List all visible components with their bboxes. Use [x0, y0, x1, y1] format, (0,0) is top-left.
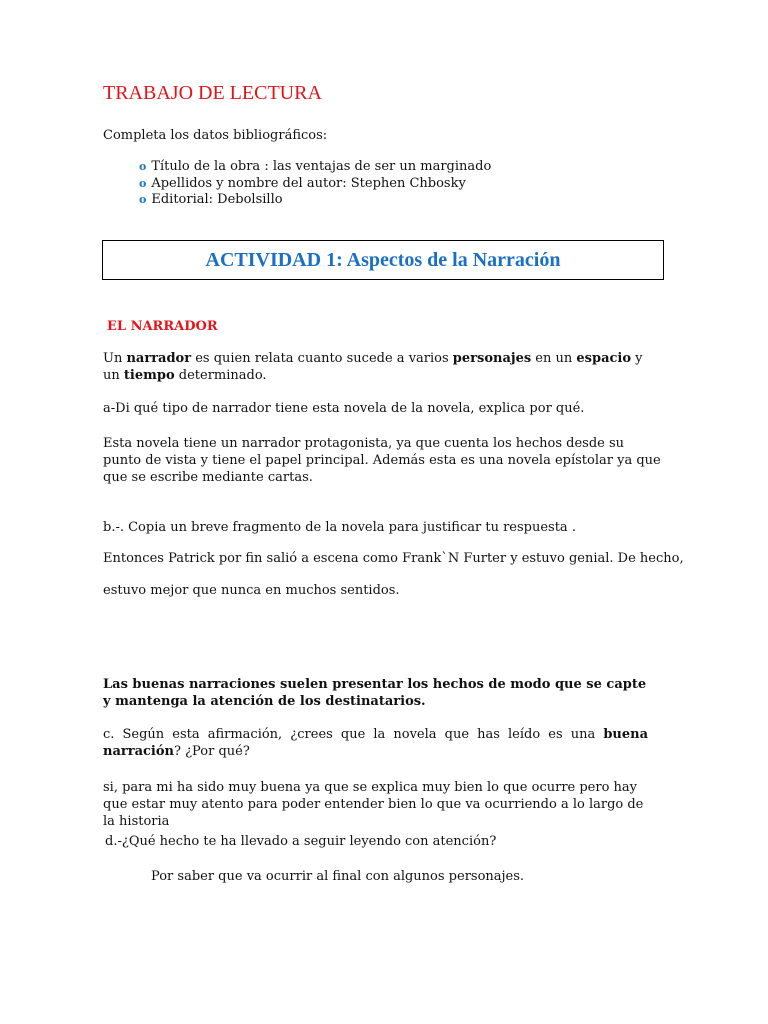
question-c-text: ? ¿Por qué? — [173, 744, 250, 759]
answer-d: Por saber que va ocurrir al final con algunos personajes. — [151, 869, 525, 884]
answer-c: si, para mi ha sido muy buena ya que se explica muy bien lo que ocurre pero hay que estar muy atento para poder entender bien lo que va ocurriendo a lo largo de la historia — [103, 780, 644, 829]
bullet-icon: o — [139, 160, 147, 173]
question-d: d.-¿Qué hecho te ha llevado a seguir leyendo con atención? — [105, 834, 497, 849]
definition-text: y un — [103, 351, 643, 383]
statement: Las buenas narraciones suelen presentar los hechos de modo que se capte y mantenga la atención de los destinatarios. — [103, 677, 647, 709]
bullet-icon: o — [139, 176, 147, 190]
answer-b-line-1: Entonces Patrick por fin salió a escena como Frank`N Furter y estuvo genial. De hecho, — [103, 551, 684, 566]
section-heading-narrador: EL NARRADOR — [107, 319, 218, 334]
definition-text: en un — [531, 351, 577, 366]
list-item-text: Apellidos y nombre del autor: Stephen Chbosky — [151, 175, 466, 191]
definition-text: Un — [103, 351, 127, 366]
narrador-definition — [103, 350, 663, 384]
list-item-text: Editorial: Debolsillo — [151, 192, 283, 207]
bibliography-list — [139, 158, 491, 208]
activity-title-box — [102, 240, 664, 280]
bibliography-intro: Completa los datos bibliográficos: — [103, 128, 328, 143]
activity-title: ACTIVIDAD 1: Aspectos de la Narración — [205, 248, 561, 271]
list-item-text: Título de la obra : las ventajas de ser un marginado — [151, 159, 492, 174]
term-buena-narracion: buena narración — [103, 727, 648, 759]
question-c-text: c. Según esta afirmación, ¿crees que la novela que has leído es una — [103, 727, 604, 742]
term-personajes: personajes — [452, 351, 532, 366]
term-espacio: espacio — [576, 351, 632, 366]
question-c — [103, 726, 648, 760]
term-tiempo: tiempo — [123, 368, 175, 383]
answer-b-line-2: estuvo mejor que nunca en muchos sentidos. — [103, 583, 400, 598]
definition-text: es quien relata cuanto sucede a varios — [191, 351, 453, 366]
list-item — [139, 175, 491, 192]
list-item — [139, 158, 491, 175]
list-item — [139, 191, 491, 208]
answer-a: Esta novela tiene un narrador protagonista, ya que cuenta los hechos desde su punto de vista y tiene el papel principal. Además esta es una novela epístolar ya que que se escribe mediante cartas. — [103, 436, 661, 485]
term-narrador: narrador — [126, 351, 192, 366]
question-a: a-Di qué tipo de narrador tiene esta novela de la novela, explica por qué. — [103, 401, 585, 416]
document-title: TRABAJO DE LECTURA — [103, 82, 322, 104]
question-b: b.-. Copia un breve fragmento de la novela para justificar tu respuesta . — [103, 520, 576, 535]
bullet-icon: o — [139, 193, 147, 206]
definition-text: determinado. — [174, 368, 267, 383]
